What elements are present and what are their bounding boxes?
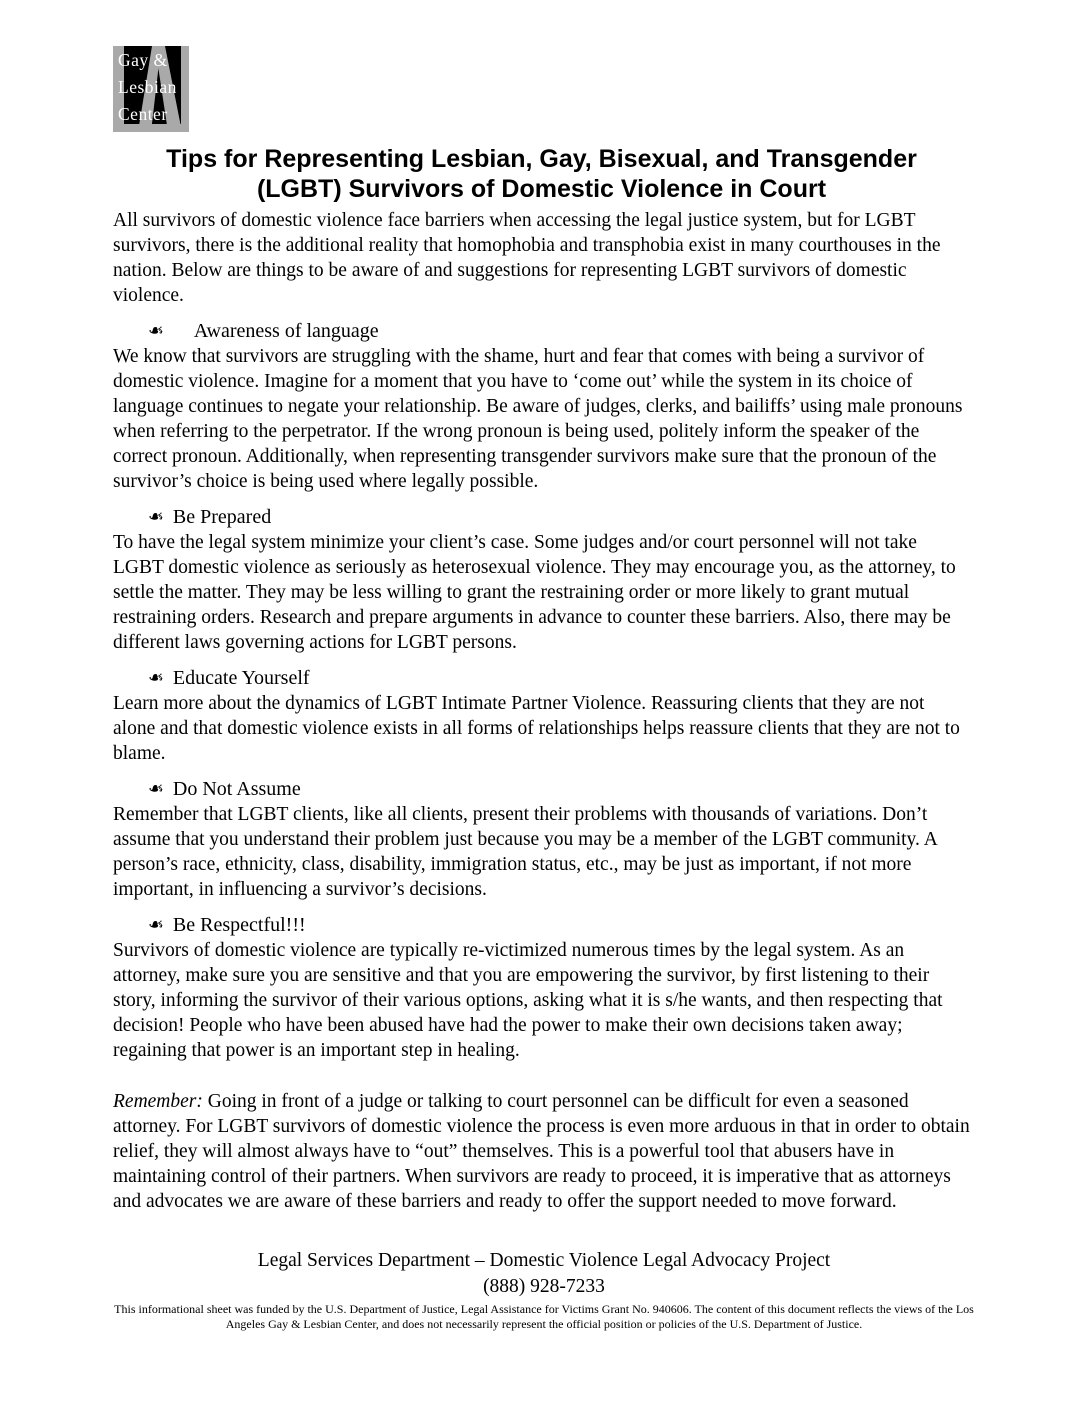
section-paragraph: Survivors of domestic violence are typically re-victimized numerous times by the legal system. As an attorney, make sure you are sensitive and that you are empowering the survivor, by first listening to their story, informing the survivor of their various options, asking what it is s/he wants, and then respecting that decision! People who have been abused have had the power to make their own decisions taken away; regaining that power is an important step in healing. xyxy=(113,940,943,1061)
floral-bullet-icon: ❧ xyxy=(148,507,164,528)
intro-paragraph: All survivors of domestic violence face barriers when accessing the legal justice system, but for LGBT survivors, there is the additional reality that homophobia and transphobia exist in many courthouses in the nation. Below are things to be aware of and suggestions for representing LGBT survivors of domestic violence. xyxy=(113,210,941,306)
footer-disclaimer: This informational sheet was funded by the U.S. Department of Justice, Legal Assistance for Victims Grant No. 940606. The content of this document reflects the views of the Los Angeles Gay & Lesbian Center, and does not necessarily represent the official position or policies of the U.S. Department of Justice. xyxy=(114,1302,974,1331)
floral-bullet-icon: ❧ xyxy=(148,321,164,342)
remember-body: Going in front of a judge or talking to court personnel can be difficult for even a seasoned attorney. For LGBT survivors of domestic violence the process is even more arduous in that in order to obtain relief, they will almost always have to “out” themselves. This is a powerful tool that abusers have in maintaining control of their partners. When survivors are ready to proceed, it is imperative that as attorneys and advocates we are aware of these barriers and ready to offer the support needed to move forward. xyxy=(113,1091,970,1212)
logo-text-line: Gay & xyxy=(118,50,168,70)
section-heading-label: Awareness of language xyxy=(193,320,379,342)
floral-bullet-icon: ❧ xyxy=(148,915,164,936)
logo-text-line: Lesbian xyxy=(118,77,177,97)
section-heading-label: Be Respectful!!! xyxy=(172,914,306,936)
floral-bullet-icon: ❧ xyxy=(148,668,164,689)
section-heading-label: Be Prepared xyxy=(172,506,272,528)
floral-bullet-icon: ❧ xyxy=(148,779,164,800)
logo-text-line: Center xyxy=(118,104,168,124)
page-title-line1: Tips for Representing Lesbian, Gay, Bisexual, and Transgender xyxy=(166,145,917,173)
page-title xyxy=(113,144,970,204)
section-paragraph: Remember that LGBT clients, like all clients, present their problems with thousands of variations. Don’t assume that you understand their problem just because you may be a member of the LGBT community. A person’s race, ethnicity, class, disability, immigration status, etc., may be just as important, if not more important, in influencing a survivor’s decisions. xyxy=(113,804,937,900)
remember-paragraph xyxy=(113,1089,970,1214)
section-heading xyxy=(148,319,970,344)
section-paragraph: Learn more about the dynamics of LGBT Intimate Partner Violence. Reassuring clients that they are not alone and that domestic violence exists in all forms of relationships helps reassure clients that they are not to blame. xyxy=(113,693,960,764)
footer-department-line: Legal Services Department – Domestic Violence Legal Advocacy Project xyxy=(257,1250,831,1271)
section-be-respectful xyxy=(113,913,970,1063)
footer-phone-number: (888) 928-7233 xyxy=(483,1276,605,1297)
section-heading-label: Educate Yourself xyxy=(172,667,310,689)
section-heading xyxy=(148,777,970,802)
gay-lesbian-center-logo xyxy=(113,46,189,132)
section-heading-label: Do Not Assume xyxy=(172,778,301,800)
section-paragraph: To have the legal system minimize your client’s case. Some judges and/or court personnel will not take LGBT domestic violence as seriously as heterosexual violence. They may encourage you, as the attorney, to settle the matter. They may be less willing to grant the restraining order or more likely to grant mutual restraining orders. Research and prepare arguments in advance to counter these barriers. Also, there may be different laws governing actions for LGBT persons. xyxy=(113,532,956,653)
logo-text xyxy=(118,47,177,128)
section-heading xyxy=(148,913,970,938)
section-heading xyxy=(148,666,970,691)
page-footer xyxy=(0,1248,1088,1332)
section-educate-yourself xyxy=(113,666,970,766)
section-paragraph: We know that survivors are struggling with the shame, hurt and fear that comes with being a survivor of domestic violence. Imagine for a moment that you have to ‘come out’ while the system in its choice of language continues to negate your relationship. Be aware of judges, clerks, and bailiffs’ using male pronouns when referring to the perpetrator. If the wrong pronoun is being used, politely inform the speaker of the correct pronoun. Additionally, when representing transgender survivors make sure that the pronoun of the survivor’s choice is being used where legally possible. xyxy=(113,346,963,492)
section-awareness-of-language xyxy=(113,319,970,494)
section-heading xyxy=(148,505,970,530)
remember-lead: Remember: xyxy=(113,1091,203,1112)
section-do-not-assume xyxy=(113,777,970,902)
page-title-line2: (LGBT) Survivors of Domestic Violence in Court xyxy=(256,175,827,203)
section-be-prepared xyxy=(113,505,970,655)
